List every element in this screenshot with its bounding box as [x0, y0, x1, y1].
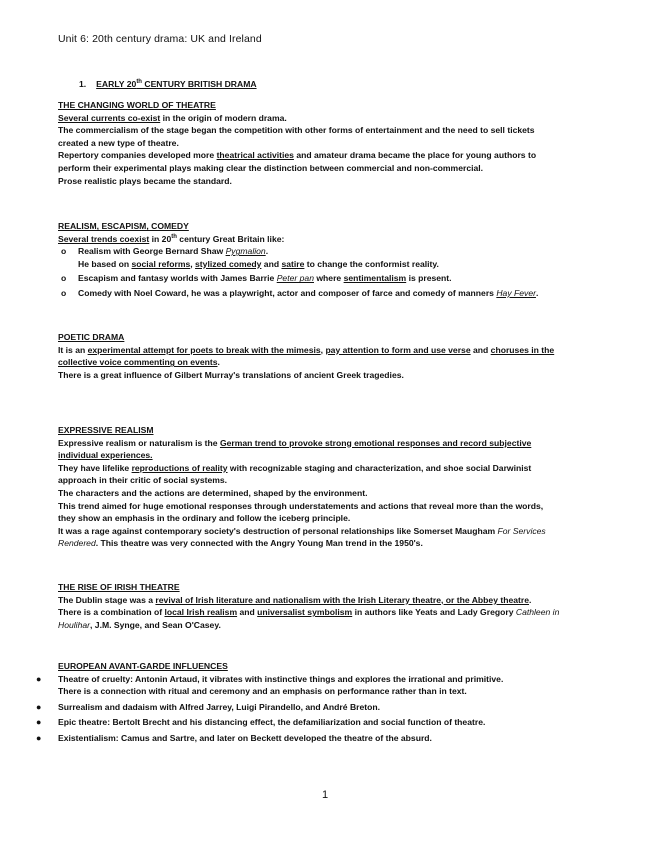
- text: and: [470, 344, 491, 355]
- text: .: [535, 287, 539, 298]
- paragraph-line: perform their experimental plays making clear the distinction between commercial and non-commercial.: [58, 162, 484, 173]
- section-heading: REALISM, ESCAPISM, COMEDY: [58, 221, 189, 231]
- paragraph-line: individual experiences.: [58, 450, 153, 461]
- section-heading: EXPRESSIVE REALISM: [58, 425, 154, 435]
- text: .: [265, 246, 269, 257]
- italic-title: Houlihar: [58, 619, 91, 630]
- text: ,: [190, 258, 196, 269]
- text: It was a rage against contemporary society's destruction of personal relationships like Somerset Maugham: [58, 525, 498, 536]
- text: is present.: [406, 273, 452, 284]
- list-item: [36, 673, 598, 686]
- bullet-icon: ●: [36, 673, 42, 684]
- text: Epic theatre: Bertolt Brecht and his distancing effect, the defamiliarization and social function of theatre.: [58, 717, 486, 728]
- section-avant-garde: [36, 660, 598, 745]
- underlined-text: German trend to provoke strong emotional responses and record subjective: [219, 437, 532, 448]
- title-pre: EARLY 20: [96, 79, 137, 89]
- section-heading: THE RISE OF IRISH THEATRE: [58, 582, 180, 592]
- italic-title: Peter pan: [276, 273, 314, 284]
- section-heading: EUROPEAN AVANT-GARDE INFLUENCES: [58, 661, 228, 671]
- paragraph-line: [58, 437, 598, 450]
- paragraph-line: The commercialism of the stage began the competition with other forms of entertainment and the need to sell tickets: [58, 125, 535, 136]
- text: with recognizable staging and characterization, and shoe social Darwinist: [227, 462, 532, 473]
- section-expressive-realism: [58, 424, 598, 550]
- underlined-text: experimental attempt for poets to break with the mimesis: [87, 344, 321, 355]
- underlined-text: collective voice commenting on events: [58, 357, 218, 368]
- text: to change the conformist reality.: [304, 258, 439, 269]
- circle-bullet-icon: o: [61, 287, 67, 298]
- text: ,: [320, 344, 326, 355]
- paragraph-line: they show an emphasis in the ordinary and follow the iceberg principle.: [58, 513, 351, 524]
- paragraph-line: This trend aimed for huge emotional responses through understatements and actions that reveal more than the words,: [58, 500, 544, 511]
- section-realism: [58, 220, 598, 300]
- section-poetic-drama: [58, 331, 598, 381]
- unit-header: Unit 6: 20th century drama: UK and Ireland: [58, 33, 262, 45]
- circle-bullet-icon: o: [61, 246, 67, 257]
- paragraph-line: created a new type of theatre.: [58, 137, 179, 148]
- list-item: [36, 732, 598, 745]
- paragraph-line: The characters and the actions are determined, shaped by the environment.: [58, 487, 368, 498]
- text: .: [529, 594, 532, 605]
- text: It is an: [58, 344, 88, 355]
- paragraph-line: There is a great influence of Gilbert Murray's translations of ancient Greek tragedies.: [58, 369, 404, 380]
- text: Escapism and fantasy worlds with James Barrie: [78, 273, 277, 284]
- text: He based on: [78, 258, 132, 269]
- text: century Great Britain like:: [176, 233, 285, 244]
- underlined-text: revival of Irish literature and nationalism with the Irish Literary theatre, or the Abbey theatre: [155, 594, 530, 605]
- text: in authors like Yeats and Lady Gregory: [352, 607, 516, 618]
- paragraph-line: [58, 619, 598, 632]
- text: in the origin of modern drama.: [160, 112, 287, 123]
- text: Repertory companies developed more: [58, 150, 217, 161]
- underlined-text: satire: [281, 258, 305, 269]
- paragraph-line: [58, 112, 598, 125]
- underlined-text: social reforms: [131, 258, 191, 269]
- underlined-text: Several trends coexist: [58, 233, 150, 244]
- paragraph-line: [58, 233, 598, 246]
- title-post: CENTURY BRITISH DRAMA: [141, 79, 257, 89]
- paragraph-line: [58, 525, 598, 538]
- list-item: [58, 287, 598, 300]
- underlined-text: local Irish realism: [164, 607, 238, 618]
- text: where: [313, 273, 344, 284]
- paragraph-line: [58, 344, 598, 357]
- section-changing-world: [58, 99, 598, 187]
- underlined-text: pay attention to form and use verse: [325, 344, 471, 355]
- text: in 20: [149, 233, 172, 244]
- italic-title: Hay Fever: [496, 287, 536, 298]
- main-title: [79, 79, 257, 89]
- paragraph-line: [58, 462, 598, 475]
- text: and amateur drama became the place for young authors to: [293, 150, 537, 161]
- bullet-icon: ●: [36, 732, 42, 743]
- underlined-text: universalist symbolism: [257, 607, 353, 618]
- list-item-continuation: There is a connection with ritual and ceremony and an emphasis on performance rather than in text.: [58, 686, 467, 697]
- text: and: [261, 258, 282, 269]
- italic-title: Rendered: [58, 538, 96, 549]
- paragraph-line: [58, 537, 598, 550]
- bullet-icon: ●: [36, 717, 42, 728]
- title-number: 1.: [79, 79, 87, 89]
- paragraph-line: approach in their critic of social systems.: [58, 475, 228, 486]
- bullet-icon: ●: [36, 701, 42, 712]
- paragraph-line: Prose realistic plays became the standard.: [58, 175, 232, 186]
- section-irish-theatre: [58, 581, 598, 631]
- italic-title: For Services: [497, 525, 546, 536]
- list-item-continuation: [58, 258, 598, 271]
- text: Surrealism and dadaism with Alfred Jarrey, Luigi Pirandello, and André Breton.: [58, 701, 381, 712]
- paragraph-line: [58, 356, 598, 369]
- text: Expressive realism or naturalism is the: [58, 437, 220, 448]
- text: , J.M. Synge, and Sean O'Casey.: [90, 619, 221, 630]
- paragraph-line: [58, 606, 598, 619]
- list-item: [58, 245, 598, 258]
- italic-title: Cathleen in: [515, 607, 560, 618]
- italic-title: Pygmalion: [225, 246, 266, 257]
- section-heading: POETIC DRAMA: [58, 332, 125, 342]
- underlined-text: stylized comedy: [195, 258, 262, 269]
- superscript: th: [171, 233, 177, 240]
- text: Comedy with Noel Coward, he was a playwright, actor and composer of farce and comedy of manners: [78, 287, 497, 298]
- text: Existentialism: Camus and Sartre, and later on Beckett developed the theatre of the absurd.: [58, 732, 432, 743]
- paragraph-line: [58, 149, 598, 162]
- title-sup: th: [136, 79, 142, 86]
- circle-bullet-icon: o: [61, 273, 67, 284]
- underlined-text: sentimentalism: [343, 273, 407, 284]
- text: Theatre of cruelty: Antonin Artaud, it vibrates with instinctive things and explores the irrational and primitive.: [58, 673, 504, 684]
- page-number: 1: [322, 789, 329, 801]
- text: The Dublin stage was a: [58, 594, 156, 605]
- underlined-text: theatrical activities: [216, 150, 294, 161]
- section-heading: THE CHANGING WORLD OF THEATRE: [58, 100, 216, 110]
- text: Realism with George Bernard Shaw: [78, 246, 226, 257]
- text: There is a combination of: [58, 607, 165, 618]
- list-item: [36, 716, 598, 729]
- text: . This theatre was very connected with the Angry Young Man trend in the 1950's.: [95, 538, 423, 549]
- underlined-text: Several currents co-exist: [58, 112, 161, 123]
- text: .: [217, 357, 220, 368]
- list-item: [36, 701, 598, 714]
- paragraph-line: [58, 594, 598, 607]
- underlined-text: reproductions of reality: [131, 462, 228, 473]
- text: They have lifelike: [58, 462, 132, 473]
- list-item: [58, 272, 598, 285]
- text: and: [237, 607, 258, 618]
- underlined-text: choruses in the: [490, 344, 555, 355]
